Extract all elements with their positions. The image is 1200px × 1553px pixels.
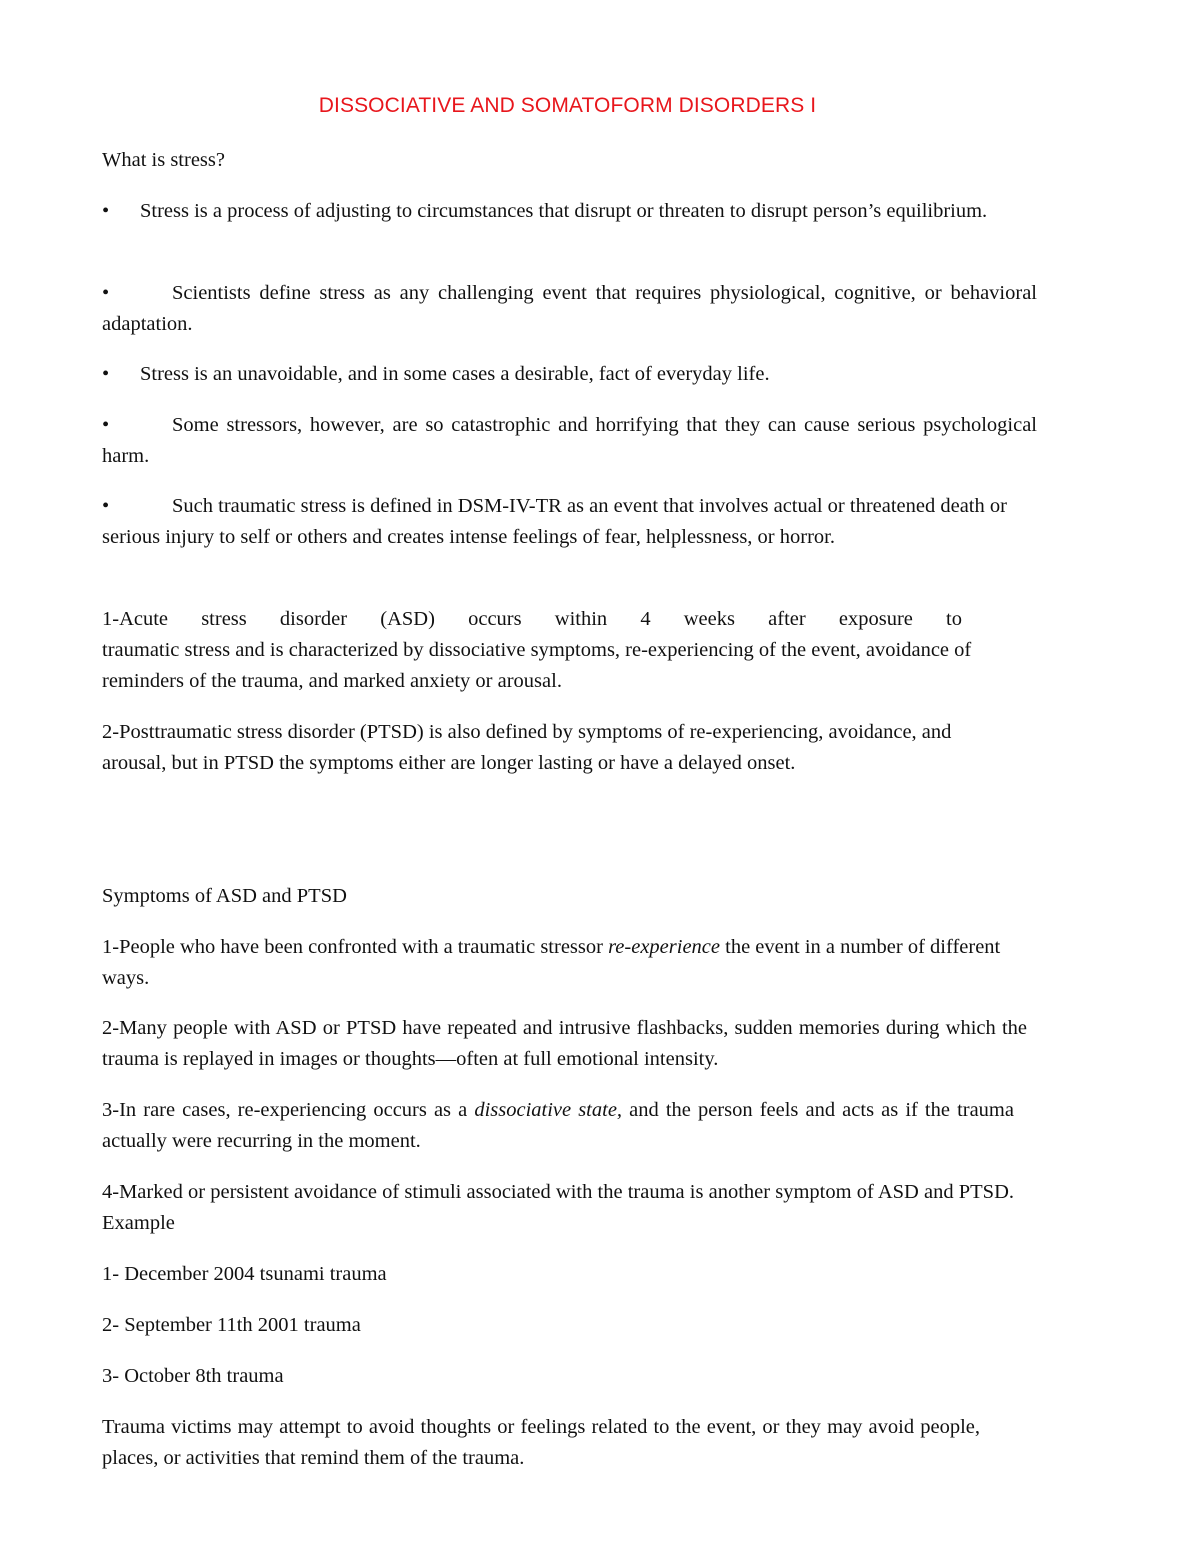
- bullet-text: Such traumatic stress is defined in DSM-IV-TR as an event that involves actual or threatened death or serious injury to self or others and creates intense feelings of fear, helplessness, or horror.: [102, 495, 1007, 548]
- asd-definition-rest: traumatic stress and is characterized by dissociative symptoms, re-experiencing of the event, avoidance of reminders of the trauma, and marked anxiety or arousal.: [102, 639, 972, 692]
- bullet-marker: •: [102, 282, 110, 304]
- bullet-3: [102, 359, 1037, 390]
- symptom-2: 2-Many people with ASD or PTSD have repeated and intrusive flashbacks, sudden memories during which the trauma is replayed in images or thoughts—often at full emotional intensity.: [102, 1017, 1027, 1070]
- symptoms-heading: Symptoms of ASD and PTSD: [102, 885, 347, 907]
- document-title: DISSOCIATIVE AND SOMATOFORM DISORDERS I: [318, 94, 817, 117]
- bullet-text: Stress is a process of adjusting to circumstances that disrupt or threaten to disrupt person’s equilibrium.: [140, 200, 988, 222]
- question-heading: What is stress?: [102, 149, 225, 171]
- symptom-1-text-b: the event in a number of different ways.: [102, 936, 1001, 989]
- symptom-1-emphasis: re-experience: [608, 936, 720, 958]
- bullet-2: [102, 278, 1037, 340]
- bullet-text: Stress is an unavoidable, and in some cases a desirable, fact of everyday life.: [140, 363, 770, 385]
- symptom-3-emphasis: dissociative state,: [474, 1099, 623, 1121]
- closing-paragraph: Trauma victims may attempt to avoid thoughts or feelings related to the event, or they may avoid people, places, or activities that remind them of the trauma.: [102, 1416, 980, 1469]
- bullet-5: [102, 491, 1037, 553]
- bullet-marker: •: [102, 414, 110, 436]
- bullet-marker: •: [102, 363, 110, 385]
- symptom-1-text-a: 1-People who have been confronted with a traumatic stressor: [102, 936, 609, 958]
- ptsd-definition: 2-Posttraumatic stress disorder (PTSD) is also defined by symptoms of re-experiencing, avoidance, and arousal, but in PTSD the symptoms either are longer lasting or have a delayed onset.: [102, 721, 952, 774]
- bullet-text: Scientists define stress as any challenging event that requires physiological, cognitive, or behavioral adaptation.: [102, 282, 1037, 335]
- example-2: 2- September 11th 2001 trauma: [102, 1314, 361, 1336]
- bullet-4: [102, 410, 1037, 472]
- symptom-4: 4-Marked or persistent avoidance of stimuli associated with the trauma is another symptom of ASD and PTSD. Example: [102, 1181, 1014, 1234]
- example-1: 1- December 2004 tsunami trauma: [102, 1263, 387, 1285]
- symptom-3: [102, 1095, 1014, 1157]
- symptom-3-text-b: and the person feels and acts as if the trauma actually were recurring in the moment.: [102, 1099, 1014, 1152]
- bullet-marker: •: [102, 200, 110, 222]
- symptom-3-text-a: 3-In rare cases, re-experiencing occurs as a: [102, 1099, 475, 1121]
- example-3: 3- October 8th trauma: [102, 1365, 284, 1387]
- bullet-1: [102, 196, 1037, 227]
- bullet-marker: •: [102, 495, 110, 517]
- symptom-1: [102, 932, 1032, 994]
- bullet-text: Some stressors, however, are so catastrophic and horrifying that they can cause serious psychological harm.: [102, 414, 1037, 467]
- asd-definition-line1: 1-Acute stress disorder (ASD) occurs within 4 weeks after exposure to: [102, 608, 962, 630]
